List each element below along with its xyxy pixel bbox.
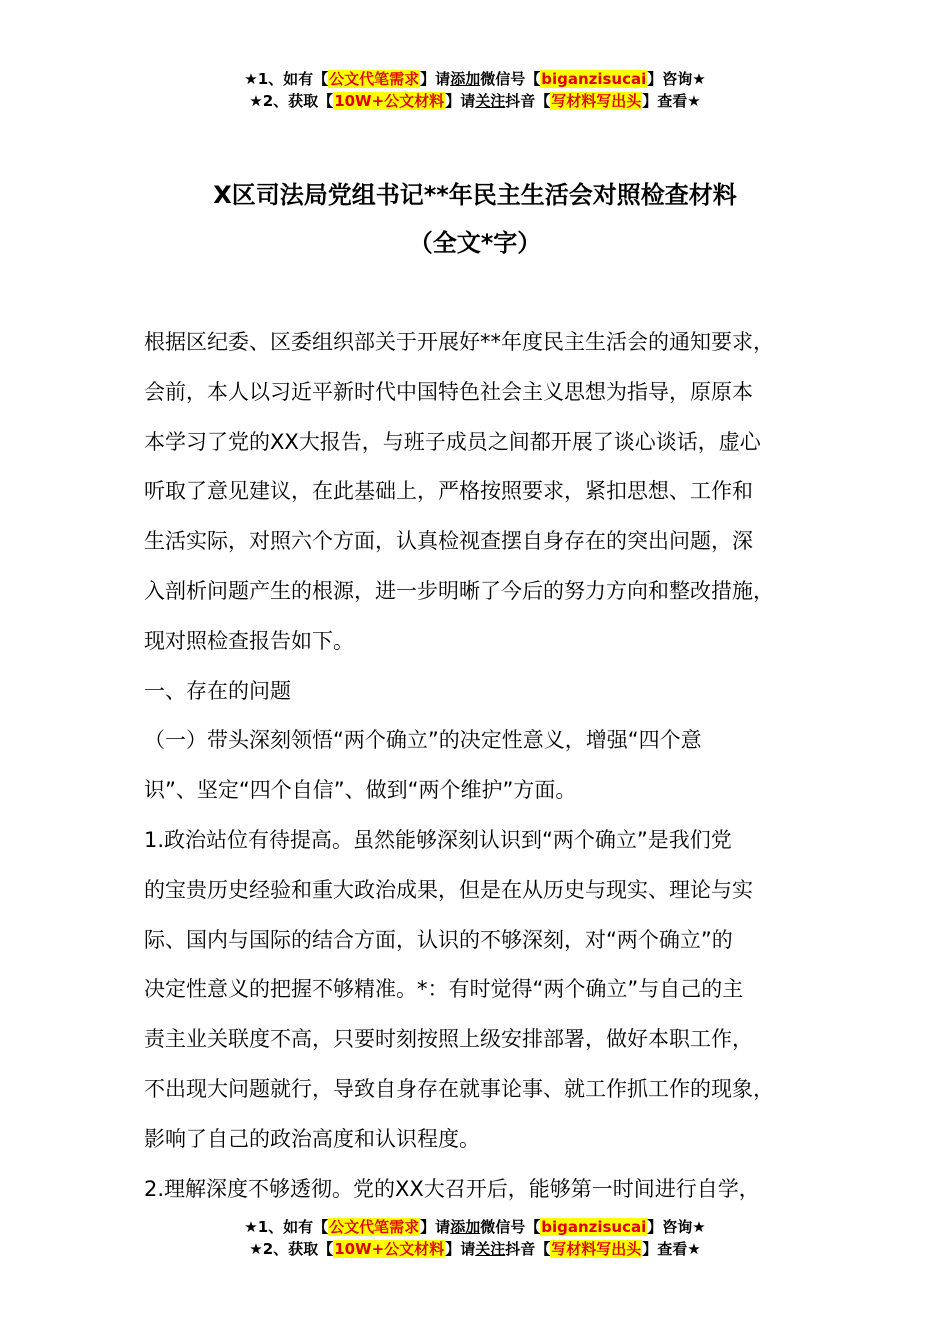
banner-underline: 添加 [450,70,481,88]
banner-text: 抖音【 [505,92,551,110]
title-line-1: X区司法局党组书记**年民主生活会对照检查材料 [213,181,737,209]
banner-text: 】查看★ [642,92,701,110]
banner-underline: 关注 [475,92,506,110]
banner-text: 】请 [445,92,476,110]
body-line: 1.政治站位有待提高。虽然能够深刻认识到“两个确立”是我们党 [144,827,732,852]
body-line: 的宝贵历史经验和重大政治成果，但是在从历史与现实、理论与实 [144,877,753,902]
subsection-heading: （一）带头深刻领悟“两个确立”的决定性意义，增强“四个意 [144,728,702,753]
body-line: 会前，本人以习近平新时代中国特色社会主义思想为指导，原原本 [144,379,753,404]
banner-highlight: 10W+公文材料 [334,92,445,110]
body-line: 生活实际，对照六个方面，认真检视查摆自身存在的突出问题，深 [144,529,753,554]
banner-underline: 关注 [475,1240,506,1258]
body-line: 2.理解深度不够透彻。党的XX大召开后，能够第一时间进行自学， [144,1176,760,1201]
body-line: 决定性意义的把握不够精准。*：有时觉得“两个确立”与自己的主 [144,977,744,1002]
banner-text: 】请 [420,1218,451,1236]
banner-highlight: 公文代笔需求 [329,1218,420,1236]
banner-highlight: biganzisucai [541,1218,647,1236]
banner-text: ★2、获取【 [249,1240,334,1258]
banner-text: 微信号【 [480,1218,541,1236]
document-body [144,318,844,1214]
banner-text: 微信号【 [480,70,541,88]
body-line: 听取了意见建议，在此基础上，严格按照要求，紧扣思想、工作和 [144,479,753,504]
banner-text: 】请 [445,1240,476,1258]
document-title [0,171,950,267]
banner-line-2 [0,90,950,112]
title-line-2: （全文*字） [408,229,542,257]
banner-text: ★2、获取【 [249,92,334,110]
banner-text: 】请 [420,70,451,88]
banner-line-1 [0,1216,950,1238]
banner-line-1 [0,68,950,90]
banner-highlight: 写材料写出头 [551,1240,642,1258]
body-line: 本学习了党的XX大报告，与班子成员之间都开展了谈心谈话，虚心 [144,429,761,454]
body-line: 入剖析问题产生的根源，进一步明晰了今后的努力方向和整改措施， [144,578,774,603]
body-line: 根据区纪委、区委组织部关于开展好**年度民主生活会的通知要求， [144,330,774,354]
banner-text: ★1、如有【 [244,1218,329,1236]
banner-highlight: 写材料写出头 [551,92,642,110]
subsection-heading: 识”、坚定“四个自信”、做到“两个维护”方面。 [144,778,577,803]
body-line: 责主业关联度不高，只要时刻按照上级安排部署，做好本职工作， [144,1027,753,1052]
footer-banner [0,1216,950,1260]
section-heading: 一、存在的问题 [144,678,291,703]
body-line: 现对照检查报告如下。 [144,628,354,653]
banner-text: 】咨询★ [647,70,706,88]
body-line: 影响了自己的政治高度和认识程度。 [144,1126,480,1151]
header-banner [0,68,950,112]
body-line: 际、国内与国际的结合方面，认识的不够深刻，对“两个确立”的 [144,927,733,952]
banner-underline: 添加 [450,1218,481,1236]
banner-text: 抖音【 [505,1240,551,1258]
banner-highlight: 公文代笔需求 [329,70,420,88]
banner-text: 】查看★ [642,1240,701,1258]
body-line: 不出现大问题就行，导致自身存在就事论事、就工作抓工作的现象， [144,1076,774,1101]
banner-text: ★1、如有【 [244,70,329,88]
banner-line-2 [0,1238,950,1260]
banner-highlight: biganzisucai [541,70,647,88]
banner-text: 】咨询★ [647,1218,706,1236]
banner-highlight: 10W+公文材料 [334,1240,445,1258]
